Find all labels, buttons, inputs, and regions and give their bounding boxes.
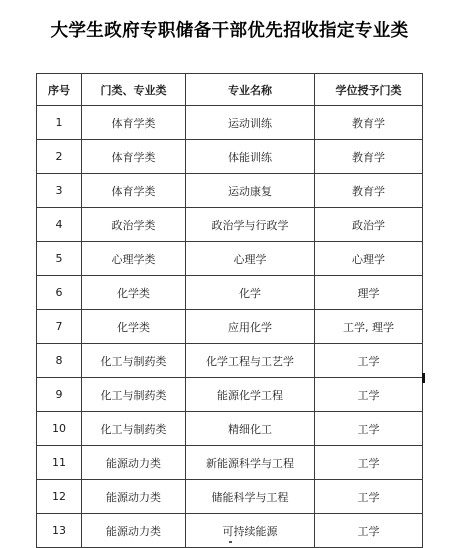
cell-category: 政治学类 — [82, 208, 186, 242]
table-row — [37, 208, 423, 242]
table-row — [37, 242, 423, 276]
cell-category: 化学类 — [82, 276, 186, 310]
cell-major: 应用化学 — [186, 310, 315, 344]
cell-no: 11 — [37, 446, 82, 480]
cell-major: 能源化学工程 — [186, 378, 315, 412]
cell-no: 10 — [37, 412, 82, 446]
cell-no: 2 — [37, 140, 82, 174]
cell-category: 心理学类 — [82, 242, 186, 276]
cell-no: 7 — [37, 310, 82, 344]
cell-major: 储能科学与工程 — [186, 480, 315, 514]
cell-degree: 教育学 — [315, 174, 423, 208]
table-row — [37, 140, 423, 174]
table-row — [37, 446, 423, 480]
page-title: 大学生政府专职储备干部优先招收指定专业类 — [50, 21, 409, 41]
table-row — [37, 106, 423, 140]
cell-category: 能源动力类 — [82, 514, 186, 548]
table-row — [37, 344, 423, 378]
cell-category: 化工与制药类 — [82, 344, 186, 378]
cell-major: 体能训练 — [186, 140, 315, 174]
major-table — [36, 73, 423, 548]
table-row — [37, 480, 423, 514]
cell-degree: 工学 — [315, 412, 423, 446]
cell-major: 化学 — [186, 276, 315, 310]
table-row — [37, 174, 423, 208]
cell-no: 6 — [37, 276, 82, 310]
cell-no: 4 — [37, 208, 82, 242]
cell-degree: 工学 — [315, 514, 423, 548]
edge-mark — [422, 373, 425, 383]
cell-degree: 工学 — [315, 446, 423, 480]
cell-no: 12 — [37, 480, 82, 514]
cell-category: 能源动力类 — [82, 480, 186, 514]
cell-major: 可持续能源 — [186, 514, 315, 548]
cell-degree: 政治学 — [315, 208, 423, 242]
cell-category: 体育学类 — [82, 106, 186, 140]
cell-degree: 工学 — [315, 378, 423, 412]
cell-category: 能源动力类 — [82, 446, 186, 480]
table-row — [37, 378, 423, 412]
header-major: 专业名称 — [186, 74, 315, 106]
cell-major: 新能源科学与工程 — [186, 446, 315, 480]
cell-major: 心理学 — [186, 242, 315, 276]
cell-no: 8 — [37, 344, 82, 378]
cell-degree: 工学 — [315, 344, 423, 378]
header-degree: 学位授予门类 — [315, 74, 423, 106]
cell-no: 5 — [37, 242, 82, 276]
table-row — [37, 310, 423, 344]
cell-category: 化学类 — [82, 310, 186, 344]
cell-major: 政治学与行政学 — [186, 208, 315, 242]
table-row — [37, 276, 423, 310]
cell-no: 9 — [37, 378, 82, 412]
bottom-dot — [229, 541, 232, 543]
cell-no: 1 — [37, 106, 82, 140]
cell-category: 化工与制药类 — [82, 378, 186, 412]
cell-degree: 教育学 — [315, 106, 423, 140]
cell-degree: 教育学 — [315, 140, 423, 174]
cell-no: 3 — [37, 174, 82, 208]
cell-degree: 工学, 理学 — [315, 310, 423, 344]
cell-degree: 工学 — [315, 480, 423, 514]
cell-major: 精细化工 — [186, 412, 315, 446]
cell-category: 化工与制药类 — [82, 412, 186, 446]
table-header-row — [37, 74, 423, 106]
cell-degree: 理学 — [315, 276, 423, 310]
cell-major: 运动康复 — [186, 174, 315, 208]
cell-major: 运动训练 — [186, 106, 315, 140]
header-category: 门类、专业类 — [82, 74, 186, 106]
table-row — [37, 412, 423, 446]
cell-no: 13 — [37, 514, 82, 548]
cell-degree: 心理学 — [315, 242, 423, 276]
header-no: 序号 — [37, 74, 82, 106]
cell-category: 体育学类 — [82, 140, 186, 174]
cell-category: 体育学类 — [82, 174, 186, 208]
cell-major: 化学工程与工艺学 — [186, 344, 315, 378]
